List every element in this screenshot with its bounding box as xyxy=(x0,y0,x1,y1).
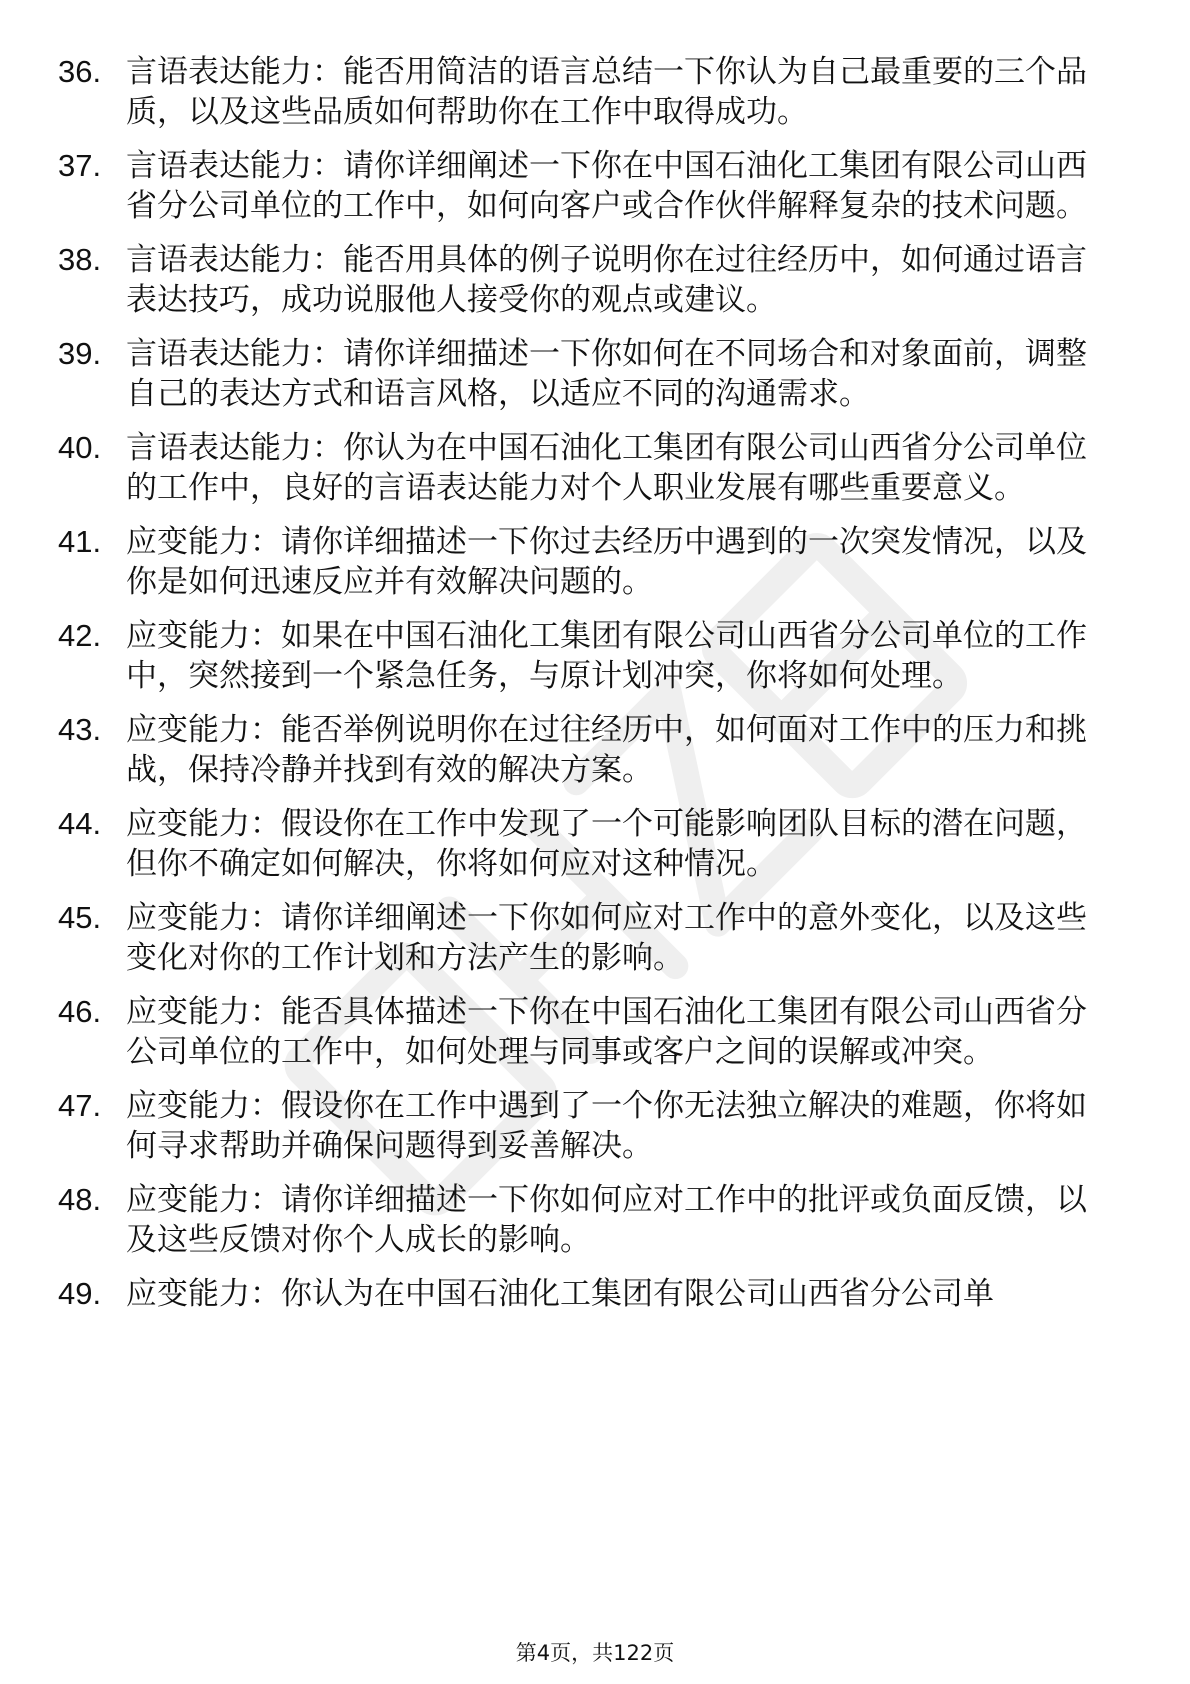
question-text: 应变能力：能否举例说明你在过往经历中，如何面对工作中的压力和挑战，保持冷静并找到有效的解决方案。 xyxy=(126,712,1087,788)
question-text: 应变能力：请你详细描述一下你如何应对工作中的批评或负面反馈，以及这些反馈对你个人成长的影响。 xyxy=(126,1182,1087,1258)
question-number: 45. xyxy=(58,900,102,935)
question-item xyxy=(58,1274,1118,1314)
question-text: 应变能力：假设你在工作中遇到了一个你无法独立解决的难题，你将如何寻求帮助并确保问题得到妥善解决。 xyxy=(126,1088,1087,1164)
question-number: 37. xyxy=(58,148,102,183)
question-text: 应变能力：如果在中国石油化工集团有限公司山西省分公司单位的工作中，突然接到一个紧急任务，与原计划冲突，你将如何处理。 xyxy=(126,618,1087,694)
question-text: 言语表达能力：能否用简洁的语言总结一下你认为自己最重要的三个品质，以及这些品质如何帮助你在工作中取得成功。 xyxy=(126,54,1087,130)
question-text: 应变能力：请你详细阐述一下你如何应对工作中的意外变化，以及这些变化对你的工作计划和方法产生的影响。 xyxy=(126,900,1087,976)
question-number: 47. xyxy=(58,1088,102,1123)
question-item xyxy=(58,52,1118,132)
question-text: 言语表达能力：你认为在中国石油化工集团有限公司山西省分公司单位的工作中，良好的言语表达能力对个人职业发展有哪些重要意义。 xyxy=(126,430,1087,506)
question-item xyxy=(58,334,1118,414)
question-item xyxy=(58,522,1118,602)
question-item xyxy=(58,1086,1118,1166)
question-number: 48. xyxy=(58,1182,102,1217)
question-number: 39. xyxy=(58,336,102,371)
page-number: 第4页，共122页 xyxy=(515,1641,675,1665)
question-number: 44. xyxy=(58,806,102,841)
question-item xyxy=(58,992,1118,1072)
question-number: 36. xyxy=(58,54,102,89)
question-number: 42. xyxy=(58,618,102,653)
question-number: 49. xyxy=(58,1276,102,1311)
question-item xyxy=(58,428,1118,508)
question-text: 应变能力：请你详细描述一下你过去经历中遇到的一次突发情况，以及你是如何迅速反应并有效解决问题的。 xyxy=(126,524,1087,600)
question-item xyxy=(58,898,1118,978)
question-item xyxy=(58,710,1118,790)
question-text: 应变能力：能否具体描述一下你在中国石油化工集团有限公司山西省分公司单位的工作中，如何处理与同事或客户之间的误解或冲突。 xyxy=(126,994,1087,1070)
question-number: 41. xyxy=(58,524,102,559)
question-item xyxy=(58,804,1118,884)
question-item xyxy=(58,1180,1118,1260)
question-text: 应变能力：你认为在中国石油化工集团有限公司山西省分公司单 xyxy=(126,1276,994,1312)
question-item xyxy=(58,146,1118,226)
question-text: 言语表达能力：请你详细描述一下你如何在不同场合和对象面前，调整自己的表达方式和语言风格，以适应不同的沟通需求。 xyxy=(126,336,1087,412)
question-text: 言语表达能力：能否用具体的例子说明你在过往经历中，如何通过语言表达技巧，成功说服他人接受你的观点或建议。 xyxy=(126,242,1087,318)
question-number: 46. xyxy=(58,994,102,1029)
question-text: 言语表达能力：请你详细阐述一下你在中国石油化工集团有限公司山西省分公司单位的工作中，如何向客户或合作伙伴解释复杂的技术问题。 xyxy=(126,148,1087,224)
question-list xyxy=(58,52,1118,1328)
question-number: 38. xyxy=(58,242,102,277)
question-item xyxy=(58,240,1118,320)
question-number: 43. xyxy=(58,712,102,747)
question-item xyxy=(58,616,1118,696)
question-text: 应变能力：假设你在工作中发现了一个可能影响团队目标的潜在问题，但你不确定如何解决，你将如何应对这种情况。 xyxy=(126,806,1087,882)
question-number: 40. xyxy=(58,430,102,465)
